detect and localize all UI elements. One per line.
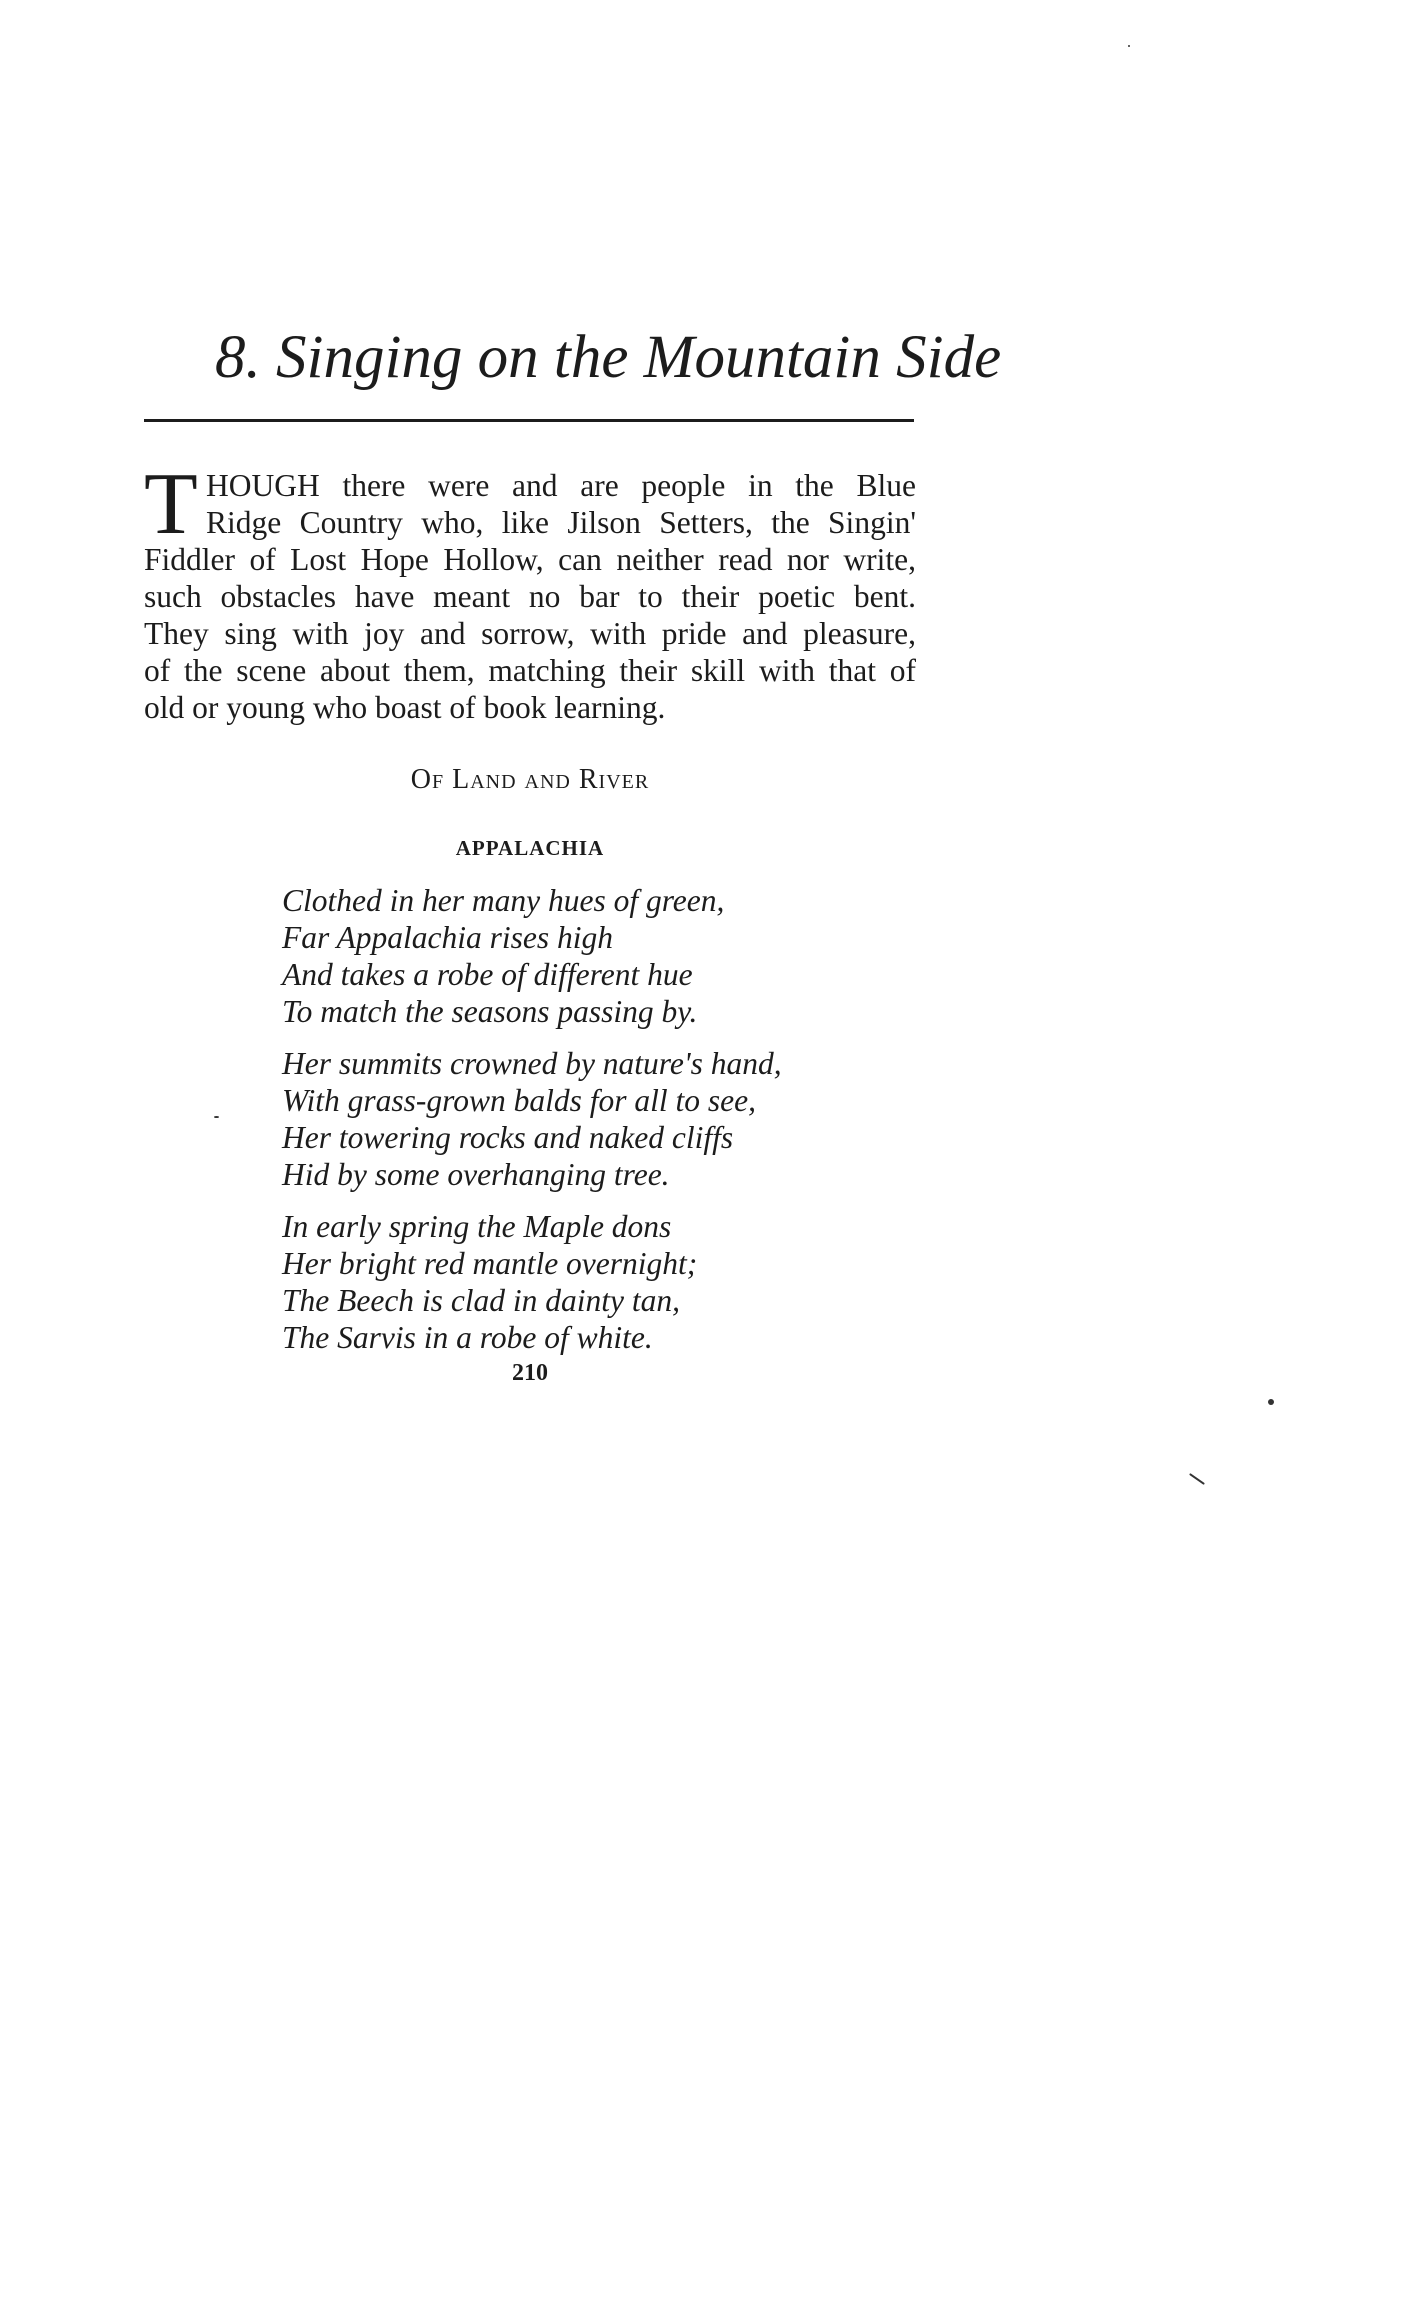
paragraph-line: such obstacles have meant no bar to their poetic bent. [144, 579, 916, 614]
paragraph-line: Ridge Country who, like Jilson Setters, the Singin' [206, 505, 916, 540]
poem-line: Far Appalachia rises high [282, 920, 614, 955]
poem-line: Her bright red mantle overnight; [282, 1246, 698, 1281]
poem-line: Clothed in her many hues of green, [282, 883, 725, 918]
paragraph-line: Fiddler of Lost Hope Hollow, can neither read nor write, [144, 542, 916, 577]
intro-paragraph [144, 456, 916, 726]
poem-line: The Beech is clad in dainty tan, [282, 1283, 681, 1318]
poem-stanza [282, 1208, 982, 1356]
paragraph-line: of the scene about them, matching their skill with that of [144, 653, 916, 688]
section-heading: Of Land and River [410, 764, 650, 795]
page-number: 210 [512, 1360, 548, 1386]
ink-speck [1128, 45, 1130, 47]
poem-stanza [282, 882, 982, 1030]
drop-cap: T [144, 456, 198, 553]
chapter-title: 8. Singing on the Mountain Side [215, 324, 1002, 391]
poem-line: Hid by some overhanging tree. [282, 1157, 670, 1192]
paragraph-line: They sing with joy and sorrow, with pride and pleasure, [144, 616, 916, 651]
poem-title: APPALACHIA [455, 836, 605, 860]
poem-line: To match the seasons passing by. [282, 994, 698, 1029]
poem-line: The Sarvis in a robe of white. [282, 1320, 653, 1355]
poem-stanza [282, 1045, 982, 1193]
poem [282, 882, 982, 1371]
ink-speck [1268, 1399, 1274, 1405]
paragraph-line: HOUGH there were and are people in the Blue [206, 468, 916, 503]
paragraph-line: old or young who boast of book learning. [144, 690, 666, 725]
ink-speck [214, 1116, 219, 1118]
poem-line: Her towering rocks and naked cliffs [282, 1120, 734, 1155]
title-rule [144, 419, 914, 422]
poem-line: In early spring the Maple dons [282, 1209, 672, 1244]
poem-line: Her summits crowned by nature's hand, [282, 1046, 782, 1081]
poem-line: With grass-grown balds for all to see, [282, 1083, 756, 1118]
poem-line: And takes a robe of different hue [282, 957, 693, 992]
ink-speck [1189, 1473, 1205, 1485]
